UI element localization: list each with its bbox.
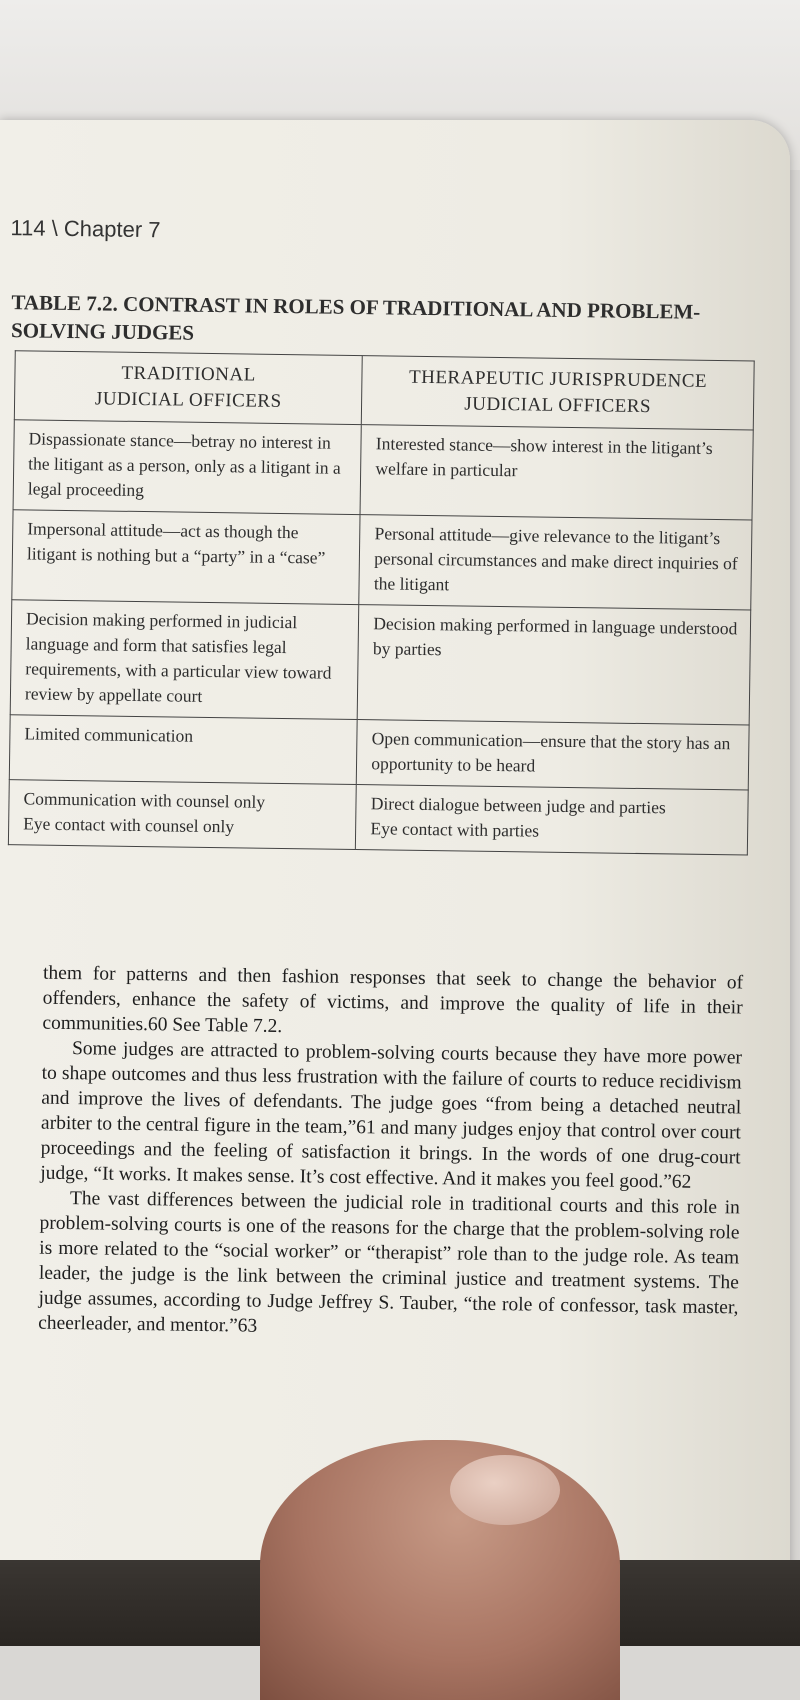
table-row [8, 780, 748, 855]
table-row [12, 510, 752, 610]
therapeutic-cell [359, 515, 752, 610]
cell-text: Decision making performed in language understood by parties [372, 613, 738, 660]
therapeutic-cell [357, 605, 750, 725]
cell-text: Communication with counsel only [23, 788, 266, 812]
therapeutic-cell [360, 425, 753, 520]
table-row [9, 715, 749, 790]
cell-text: Personal attitude—give relevance to the litigant’s personal circumstances and make direct inquiries of the litigant [373, 523, 738, 595]
book-page [0, 120, 790, 1600]
traditional-cell [10, 600, 359, 720]
cell-text: Direct dialogue between judge and parties [370, 793, 666, 818]
traditional-cell [12, 510, 361, 605]
running-header: 114 \ Chapter 7 [10, 215, 161, 243]
page-content [0, 120, 790, 1600]
body-text [38, 961, 743, 1346]
cell-text: Decision making performed in judicial language and form that satisfies legal requirements, with a particular view toward review by appellate court [24, 608, 332, 706]
paragraph: them for patterns and then fashion responses that seek to change the behavior of offenders, enhance the safety of victims, and improve the quality of life in their communities.60 See Table 7.2. [42, 962, 744, 1038]
header-line: THERAPEUTIC JURISPRUDENCE [408, 366, 708, 392]
cell-text: Limited communication [24, 723, 194, 746]
therapeutic-cell [357, 720, 750, 790]
column-header-traditional [14, 351, 362, 425]
traditional-cell [8, 780, 356, 850]
table-title: TABLE 7.2. CONTRAST IN ROLES OF TRADITIONAL AND PROBLEM-SOLVING JUDGES [10, 290, 701, 345]
traditional-cell [9, 715, 357, 785]
table-row [13, 420, 753, 520]
header-line: JUDICIAL OFFICERS [464, 393, 652, 418]
cell-text: Interested stance—show interest in the litigant’s welfare in particular [375, 433, 713, 481]
cell-text: Dispassionate stance—betray no interest in the litigant as a person, only as a litigant in a legal proceeding [27, 428, 341, 501]
traditional-cell [13, 420, 362, 515]
therapeutic-cell [356, 785, 749, 855]
cell-text: Eye contact with counsel only [23, 813, 235, 837]
roles-table [8, 350, 755, 855]
paragraph: Some judges are attracted to problem-solving courts because they have more power to shape outcomes and thus less frustration with the failure of courts to reduce recidivism and improve the lives of defendants. The judge goes “from being a detached neutral arbiter to the central figure in the team,”61 and many judges enjoy that control over court proceedings and the feeling of satisfaction it brings. In the words of one drug-court judge, “It works. It makes sense. It’s cost effective. And it makes you feel good.”62 [40, 1038, 743, 1193]
column-header-therapeutic [362, 356, 755, 430]
thumbnail-image [450, 1455, 560, 1525]
table-row [10, 600, 751, 725]
header-line: TRADITIONAL [121, 362, 256, 386]
cell-text: Open communication—ensure that the story has an opportunity to be heard [371, 728, 731, 776]
thumb-image [260, 1440, 620, 1700]
paragraph: The vast differences between the judicial role in traditional courts and this role in problem-solving courts is one of the reasons for the charge that the problem-solving role is more related to the “social worker” or “therapist” role than to the judge role. As team leader, the judge is the link between the criminal justice and treatment systems. The judge assumes, according to Judge Jeffrey S. Tauber, “the role of confessor, task master, cheerleader, and mentor.”63 [38, 1188, 741, 1337]
cell-text: Impersonal attitude—act as though the litigant is nothing but a “party” in a “case” [26, 518, 326, 568]
cell-text: Eye contact with parties [370, 818, 540, 841]
header-line: JUDICIAL OFFICERS [94, 388, 282, 412]
table-header-row [14, 351, 754, 430]
